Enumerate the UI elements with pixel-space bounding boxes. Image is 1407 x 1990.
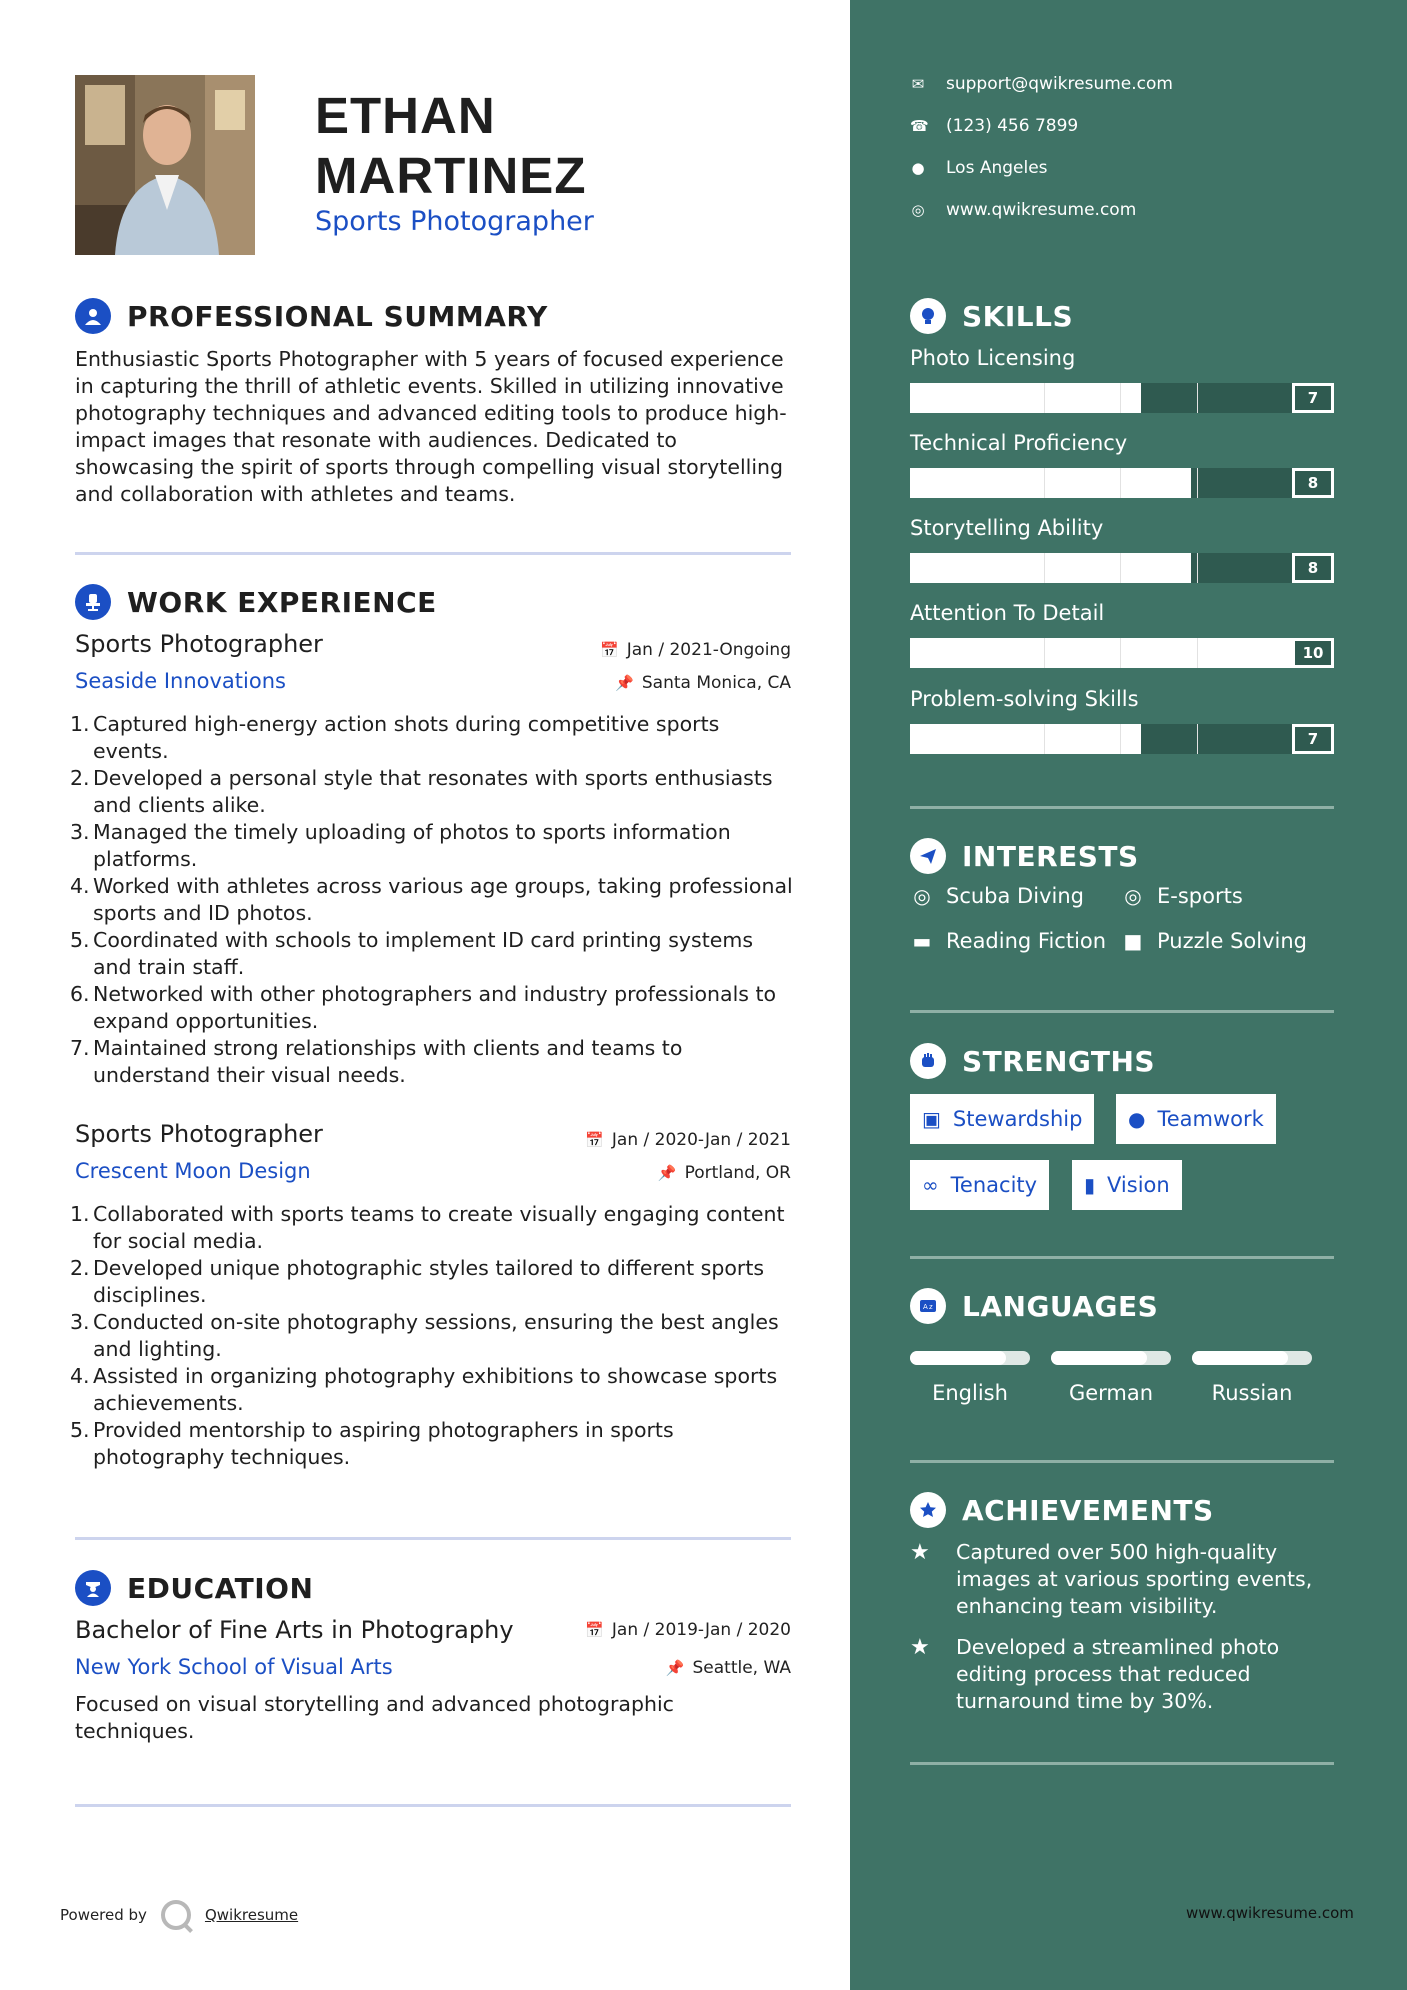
divider <box>75 552 791 555</box>
pin-icon: 📌 <box>665 1659 685 1677</box>
skill-fill <box>910 638 1292 668</box>
star-icon: ★ <box>910 1635 930 1660</box>
skill-score: 7 <box>1292 383 1334 413</box>
skill-score: 8 <box>1292 468 1334 498</box>
work-heading <box>75 584 437 620</box>
powered-by-label: Powered by <box>60 1906 147 1924</box>
list-item: 3. Conducted on-site photography sessions, ensuring the best angles and lighting. <box>70 1310 779 1361</box>
list-item: 2. Developed unique photographic styles tailored to different sports disciplines. <box>70 1256 765 1307</box>
language-bar <box>910 1351 1030 1365</box>
skill-segment <box>1120 468 1121 498</box>
list-item: 2. Developed a personal style that resonates with sports enthusiasts and clients alike. <box>70 766 773 817</box>
job-company: Seaside Innovations <box>75 669 286 693</box>
skill-segment <box>1120 724 1121 754</box>
education-dates-text: Jan / 2019-Jan / 2020 <box>611 1620 791 1640</box>
pin-icon: 📌 <box>657 1164 677 1182</box>
skill-segment <box>1197 553 1198 583</box>
education-location <box>666 1658 791 1678</box>
svg-text:z: z <box>929 1303 933 1311</box>
skill-segment <box>1044 468 1045 498</box>
interests-heading <box>910 838 1139 874</box>
languages-title: LANGUAGES <box>962 1289 1159 1323</box>
envelope-icon: ✉ <box>911 75 925 93</box>
education-heading <box>75 1570 313 1606</box>
divider <box>910 1256 1334 1259</box>
gamepad-icon: ▬ <box>912 929 932 953</box>
skill-bar <box>910 468 1334 498</box>
skill-score: 8 <box>1292 553 1334 583</box>
list-item: 6. Networked with other photographers and industry professionals to expand opportunities. <box>70 982 777 1033</box>
achievement-item: ★ Developed a streamlined photo editing process that reduced turnaround time by 30%. <box>910 1635 1280 1713</box>
phone-icon: ☎ <box>910 117 929 135</box>
skill-bar <box>910 724 1334 754</box>
fist-icon <box>910 1043 946 1079</box>
first-name: ETHAN <box>315 87 496 144</box>
achievements-title: ACHIEVEMENTS <box>962 1493 1214 1527</box>
strength-chip: ● Teamwork <box>1116 1094 1276 1144</box>
strengths-title: STRENGTHS <box>962 1044 1156 1078</box>
divider <box>910 1460 1334 1463</box>
achievements-heading <box>910 1492 1214 1528</box>
globe-icon: ◎ <box>911 201 925 219</box>
job-location <box>615 673 791 693</box>
skill-segment <box>1197 383 1198 413</box>
job-dates <box>585 1130 791 1150</box>
skill-segment <box>1044 553 1045 583</box>
skill-segment <box>1044 383 1045 413</box>
job-title: Sports Photographer <box>75 630 323 658</box>
book-icon: ■ <box>1123 929 1143 953</box>
profile-photo <box>75 75 255 255</box>
calendar-icon: 📅 <box>585 1131 604 1149</box>
contact-phone[interactable] <box>910 116 1078 136</box>
job-location-text: Santa Monica, CA <box>641 673 791 693</box>
briefcase-icon: ▣ <box>922 1107 941 1131</box>
powered-by <box>60 1900 298 1930</box>
email-text: support@qwikresume.com <box>946 74 1173 94</box>
skills-heading <box>910 298 1073 334</box>
contact-email[interactable] <box>910 74 1173 94</box>
job-location <box>658 1163 791 1183</box>
education-text: Focused on visual storytelling and advanced photographic techniques. <box>75 1692 674 1743</box>
skill-fill <box>910 553 1191 583</box>
divider <box>75 1804 791 1807</box>
paper-plane-icon <box>910 838 946 874</box>
footer-site[interactable]: www.qwikresume.com <box>1186 1904 1354 1922</box>
chair-icon <box>75 584 111 620</box>
user-icon <box>75 298 111 334</box>
list-item: 1. Captured high-energy action shots during competitive sports events. <box>70 712 720 763</box>
skill-label: Problem-solving Skills <box>910 687 1139 711</box>
candidate-name <box>315 86 586 206</box>
strengths-heading <box>910 1043 1155 1079</box>
calendar-icon: 📅 <box>585 1621 604 1639</box>
skill-segment <box>1120 383 1121 413</box>
school-name: New York School of Visual Arts <box>75 1655 393 1679</box>
job-duties <box>70 1201 795 1471</box>
contact-website[interactable] <box>910 200 1136 220</box>
users-icon: ● <box>1128 1107 1146 1131</box>
language-name: English <box>932 1381 1008 1405</box>
language-name: Russian <box>1211 1381 1293 1405</box>
translate-icon <box>910 1288 946 1324</box>
contact-location <box>910 158 1048 178</box>
language-bar <box>1051 1351 1171 1365</box>
education-title: EDUCATION <box>127 1571 314 1605</box>
candidate-role: Sports Photographer <box>315 206 594 237</box>
list-item: 5. Coordinated with schools to implement ID card printing systems and train staff. <box>70 928 754 979</box>
skill-segment <box>1197 638 1198 668</box>
lightbulb-icon <box>910 298 946 334</box>
interest-item: ■ Puzzle Solving <box>1121 929 1307 953</box>
location-text: Los Angeles <box>946 158 1048 178</box>
skill-bar <box>910 638 1334 668</box>
pin-icon: 📌 <box>615 674 634 692</box>
skill-label: Photo Licensing <box>910 346 1076 370</box>
achievement-item: ★ Captured over 500 high-quality images at various sporting events, enhancing team visibility. <box>910 1540 1313 1618</box>
website-text: www.qwikresume.com <box>946 200 1137 220</box>
interests-title: INTERESTS <box>962 839 1139 873</box>
language-fill <box>910 1351 1006 1365</box>
skill-bar <box>910 553 1334 583</box>
degree-title: Bachelor of Fine Arts in Photography <box>75 1616 514 1644</box>
graduate-icon <box>75 1570 111 1606</box>
skill-segment <box>1120 553 1121 583</box>
interest-item: ▬ Reading Fiction <box>910 929 1106 953</box>
interest-item: ◎ Scuba Diving <box>910 884 1084 908</box>
phone-text: (123) 456 7899 <box>946 116 1079 136</box>
skill-score: 7 <box>1292 724 1334 754</box>
lifebuoy-icon: ◎ <box>1124 884 1142 908</box>
link-icon: ∞ <box>922 1173 939 1197</box>
summary-title: PROFESSIONAL SUMMARY <box>127 299 548 333</box>
skill-fill <box>910 724 1141 754</box>
summary-heading <box>75 298 548 334</box>
job-location-text: Portland, OR <box>684 1163 791 1183</box>
education-location-text: Seattle, WA <box>692 1658 791 1678</box>
skill-segment <box>1120 638 1121 668</box>
job-dates-text: Jan / 2021-Ongoing <box>626 640 791 660</box>
job-dates <box>600 640 791 660</box>
map-pin-icon: ● <box>911 159 925 177</box>
qwikresume-logo-icon <box>161 1900 191 1930</box>
divider <box>910 1010 1334 1013</box>
divider <box>75 1537 791 1540</box>
list-item: 7. Maintained strong relationships with clients and teams to understand their visual needs. <box>70 1036 683 1087</box>
skill-segment <box>1044 724 1045 754</box>
skills-title: SKILLS <box>962 299 1074 333</box>
list-item: 1. Collaborated with sports teams to create visually engaging content for social media. <box>70 1202 785 1253</box>
skill-segment <box>1197 468 1198 498</box>
skill-bar <box>910 383 1334 413</box>
language-fill <box>1192 1351 1288 1365</box>
job-dates-text: Jan / 2020-Jan / 2021 <box>611 1130 791 1150</box>
list-item: 4. Assisted in organizing photography exhibitions to showcase sports achievements. <box>70 1364 778 1415</box>
skill-fill <box>910 383 1141 413</box>
job-company: Crescent Moon Design <box>75 1159 311 1183</box>
skill-label: Technical Proficiency <box>910 431 1128 455</box>
list-item: 3. Managed the timely uploading of photos to sports information platforms. <box>70 820 731 871</box>
star-icon: ★ <box>910 1540 930 1565</box>
work-title: WORK EXPERIENCE <box>127 585 437 619</box>
skill-segment <box>1044 638 1045 668</box>
divider <box>910 1762 1334 1765</box>
brand-link[interactable]: Qwikresume <box>204 1906 299 1924</box>
last-name: MARTINEZ <box>315 147 587 204</box>
skill-fill <box>910 468 1191 498</box>
svg-text:A: A <box>923 1303 928 1311</box>
skill-segment <box>1197 724 1198 754</box>
summary-text: Enthusiastic Sports Photographer with 5 years of focused experience in capturing the thrill of athletic events. Skilled in utilizing innovative photography techniques and advanced editing tools to produce high-impact images that resonate with audiences. Dedicated to showcasing the spirit of sports through compelling visual storytelling and collaboration with athletes and teams. <box>75 347 787 506</box>
lifebuoy-icon: ◎ <box>913 884 931 908</box>
binoculars-icon: ▮ <box>1084 1173 1096 1197</box>
list-item: 5. Provided mentorship to aspiring photographers in sports photography techniques. <box>70 1418 674 1469</box>
interest-item: ◎ E-sports <box>1121 884 1243 908</box>
divider <box>910 806 1334 809</box>
star-icon <box>910 1492 946 1528</box>
skill-label: Storytelling Ability <box>910 516 1104 540</box>
languages-heading <box>910 1288 1158 1324</box>
skill-label: Attention To Detail <box>910 601 1105 625</box>
strength-chip: ▣ Stewardship <box>910 1094 1094 1144</box>
strength-chip: ▮ Vision <box>1072 1160 1182 1210</box>
calendar-icon: 📅 <box>600 641 619 659</box>
language-name: German <box>1068 1381 1154 1405</box>
language-fill <box>1051 1351 1147 1365</box>
job-duties <box>70 711 795 1089</box>
skill-score: 10 <box>1292 638 1334 668</box>
list-item: 4. Worked with athletes across various age groups, taking professional sports and ID photos. <box>70 874 793 925</box>
strength-chip: ∞ Tenacity <box>910 1160 1049 1210</box>
education-dates <box>585 1620 791 1640</box>
language-bar <box>1192 1351 1312 1365</box>
job-title: Sports Photographer <box>75 1120 323 1148</box>
